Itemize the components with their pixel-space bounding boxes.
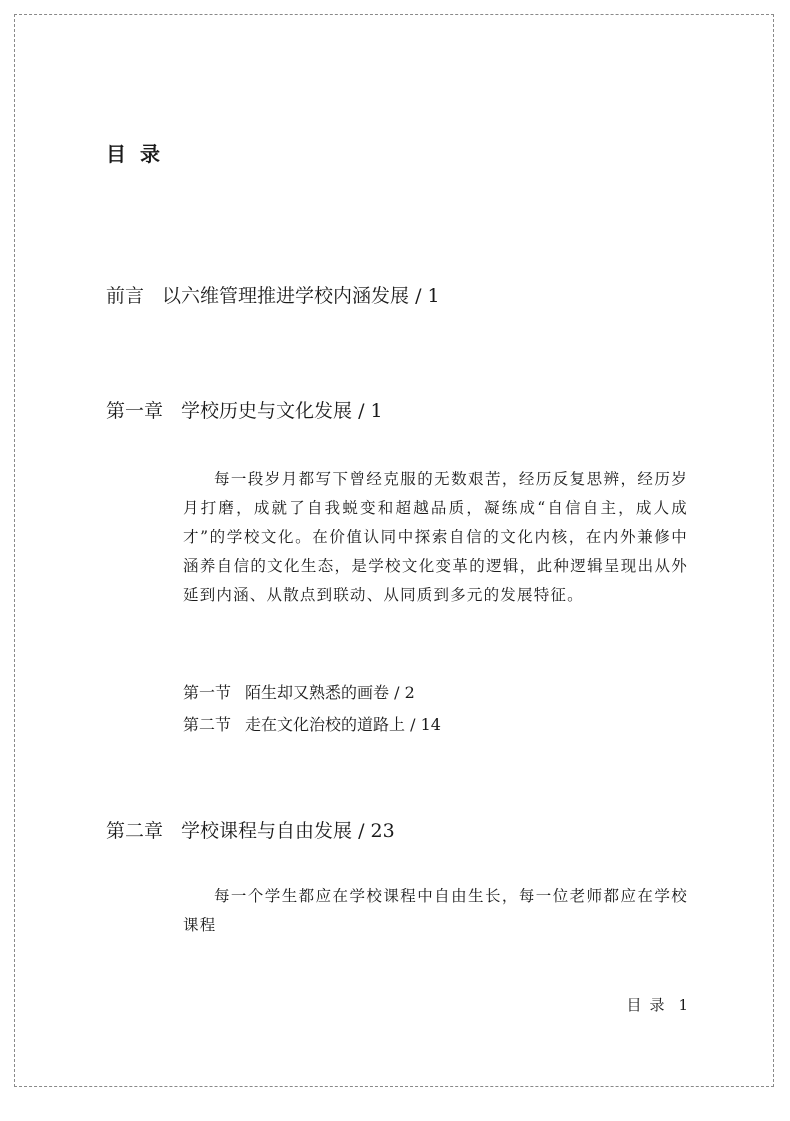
toc-entry-label: 第二章 xyxy=(106,820,164,842)
toc-section-page: / 14 xyxy=(410,715,441,734)
page-number: 1 xyxy=(678,996,688,1014)
toc-entry-chapter-1[interactable] xyxy=(106,398,383,424)
toc-entry-title: 学校历史与文化发展 xyxy=(181,400,353,422)
toc-section-label: 第二节 xyxy=(183,715,232,734)
toc-entry-page: / 1 xyxy=(358,400,383,422)
toc-entry-page: / 23 xyxy=(358,820,395,842)
chapter-1-summary: 每一段岁月都写下曾经克服的无数艰苦，经历反复思辨，经历岁月打磨，成就了自我蜕变和超越品质，凝练成“自信自主，成人成才”的学校文化。在价值认同中探索自信的文化内核，在内外兼修中涵养自信的文化生态，是学校文化变革的逻辑，此种逻辑呈现出从外延到内涵、从散点到联动、从同质到多元的发展特征。 xyxy=(183,470,688,604)
toc-entry-label: 第一章 xyxy=(106,400,164,422)
toc-entry-title: 以六维管理推进学校内涵发展 xyxy=(162,285,410,307)
running-footer-label: 目录 xyxy=(626,996,673,1014)
toc-entry-section-1-1[interactable] xyxy=(183,681,415,705)
toc-entry-label: 前言 xyxy=(106,285,145,307)
toc-entry-page: / 1 xyxy=(415,285,440,307)
toc-entry-section-1-2[interactable] xyxy=(183,713,441,737)
toc-entry-preface[interactable] xyxy=(106,283,440,309)
page-footer xyxy=(626,994,688,1016)
toc-section-label: 第一节 xyxy=(183,683,232,702)
toc-section-title: 陌生却又熟悉的画卷 xyxy=(245,683,390,702)
toc-entry-chapter-2[interactable] xyxy=(106,818,395,844)
toc-section-page: / 2 xyxy=(394,683,415,702)
toc-section-title: 走在文化治校的道路上 xyxy=(245,715,406,734)
toc-entry-title: 学校课程与自由发展 xyxy=(181,820,353,842)
page-title: 目录 xyxy=(106,142,174,166)
chapter-2-summary: 每一个学生都应在学校课程中自由生长，每一位老师都应在学校课程 xyxy=(183,887,688,934)
